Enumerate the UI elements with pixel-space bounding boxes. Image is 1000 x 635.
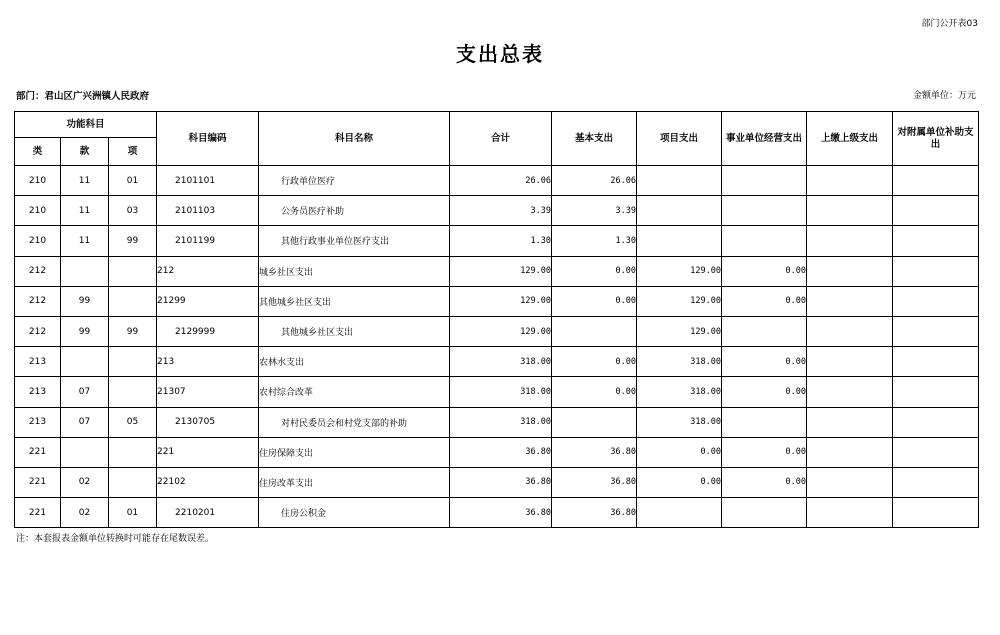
cell-xiang: 99 (109, 226, 157, 256)
cell-kuan: 99 (61, 286, 109, 316)
cell-xiang (109, 347, 157, 377)
cell-upper (807, 437, 893, 467)
cell-upper (807, 498, 893, 528)
amount-unit-label: 金额单位：万元 (912, 91, 976, 101)
department-label: 部门：君山区广兴洲镇人民政府 (16, 91, 150, 102)
cell-upper (807, 407, 893, 437)
cell-xiang: 99 (109, 316, 157, 346)
cell-kuan: 07 (61, 407, 109, 437)
cell-basic: 26.06 (552, 166, 637, 196)
cell-lei: 221 (15, 467, 61, 497)
cell-basic (552, 407, 637, 437)
cell-business: 0.00 (722, 347, 807, 377)
header-basic: 基本支出 (552, 112, 637, 166)
cell-name: 农村综合改革 (259, 377, 450, 407)
cell-subsidiary (893, 316, 979, 346)
cell-kuan: 11 (61, 226, 109, 256)
cell-business: 0.00 (722, 256, 807, 286)
cell-total: 3.39 (450, 196, 552, 226)
cell-upper (807, 467, 893, 497)
cell-xiang: 01 (109, 498, 157, 528)
cell-basic: 1.30 (552, 226, 637, 256)
header-name: 科目名称 (259, 112, 450, 166)
cell-business (722, 407, 807, 437)
cell-subsidiary (893, 286, 979, 316)
cell-lei: 212 (15, 286, 61, 316)
cell-project (637, 196, 722, 226)
cell-lei: 210 (15, 226, 61, 256)
cell-subsidiary (893, 498, 979, 528)
cell-xiang (109, 467, 157, 497)
cell-lei: 213 (15, 347, 61, 377)
cell-total: 318.00 (450, 347, 552, 377)
table-row (15, 407, 979, 437)
cell-subsidiary (893, 196, 979, 226)
table-body (15, 166, 979, 528)
table-row (15, 437, 979, 467)
table-row (15, 467, 979, 497)
cell-upper (807, 226, 893, 256)
cell-upper (807, 347, 893, 377)
cell-upper (807, 196, 893, 226)
header-xiang: 项 (109, 138, 157, 166)
header-business: 事业单位经营支出 (722, 112, 807, 166)
cell-project (637, 166, 722, 196)
cell-name: 住房保障支出 (259, 437, 450, 467)
cell-project: 318.00 (637, 347, 722, 377)
cell-total: 129.00 (450, 316, 552, 346)
cell-total: 26.06 (450, 166, 552, 196)
cell-code: 2130705 (157, 407, 259, 437)
cell-code: 2129999 (157, 316, 259, 346)
cell-upper (807, 286, 893, 316)
cell-kuan: 02 (61, 467, 109, 497)
cell-subsidiary (893, 377, 979, 407)
expenditure-table (14, 111, 979, 528)
cell-project: 0.00 (637, 467, 722, 497)
cell-upper (807, 166, 893, 196)
table-row (15, 377, 979, 407)
cell-basic: 36.80 (552, 467, 637, 497)
cell-kuan: 02 (61, 498, 109, 528)
header-upper: 上缴上级支出 (807, 112, 893, 166)
cell-subsidiary (893, 467, 979, 497)
page-title: 支出总表 (456, 42, 544, 66)
cell-business (722, 498, 807, 528)
header-code: 科目编码 (157, 112, 259, 166)
cell-business: 0.00 (722, 467, 807, 497)
table-row (15, 316, 979, 346)
cell-total: 129.00 (450, 256, 552, 286)
cell-basic: 36.80 (552, 437, 637, 467)
header-subsidiary: 对附属单位补助支出 (893, 112, 979, 166)
cell-xiang (109, 256, 157, 286)
cell-basic (552, 316, 637, 346)
cell-code: 2210201 (157, 498, 259, 528)
cell-project: 0.00 (637, 437, 722, 467)
cell-basic: 0.00 (552, 377, 637, 407)
cell-xiang: 01 (109, 166, 157, 196)
table-row (15, 256, 979, 286)
cell-subsidiary (893, 166, 979, 196)
cell-name: 住房改革支出 (259, 467, 450, 497)
cell-code: 2101103 (157, 196, 259, 226)
cell-kuan: 11 (61, 196, 109, 226)
cell-business (722, 226, 807, 256)
cell-code: 21307 (157, 377, 259, 407)
cell-project (637, 226, 722, 256)
footnote: 注：本套报表金额单位转换时可能存在尾数误差。 (16, 534, 215, 544)
cell-lei: 212 (15, 256, 61, 286)
cell-basic: 3.39 (552, 196, 637, 226)
cell-name: 其他行政事业单位医疗支出 (259, 226, 450, 256)
cell-lei: 221 (15, 498, 61, 528)
cell-lei: 221 (15, 437, 61, 467)
cell-lei: 213 (15, 377, 61, 407)
cell-subsidiary (893, 347, 979, 377)
cell-name: 其他城乡社区支出 (259, 286, 450, 316)
cell-business (722, 316, 807, 346)
cell-xiang (109, 286, 157, 316)
cell-name: 其他城乡社区支出 (259, 316, 450, 346)
cell-lei: 210 (15, 166, 61, 196)
form-number: 部门公开表03 (921, 19, 978, 29)
cell-code: 213 (157, 347, 259, 377)
table-row (15, 286, 979, 316)
cell-business: 0.00 (722, 286, 807, 316)
cell-code: 212 (157, 256, 259, 286)
cell-basic: 0.00 (552, 347, 637, 377)
cell-basic: 0.00 (552, 256, 637, 286)
cell-project: 129.00 (637, 316, 722, 346)
cell-xiang: 03 (109, 196, 157, 226)
table-row (15, 196, 979, 226)
cell-code: 2101101 (157, 166, 259, 196)
cell-kuan (61, 347, 109, 377)
cell-project: 129.00 (637, 286, 722, 316)
cell-kuan (61, 256, 109, 286)
cell-upper (807, 256, 893, 286)
header-kuan: 款 (61, 138, 109, 166)
cell-code: 21299 (157, 286, 259, 316)
cell-total: 318.00 (450, 407, 552, 437)
table-row (15, 166, 979, 196)
cell-project: 318.00 (637, 407, 722, 437)
header-func-subject: 功能科目 (15, 112, 157, 138)
cell-total: 36.80 (450, 437, 552, 467)
cell-xiang (109, 377, 157, 407)
cell-code: 221 (157, 437, 259, 467)
cell-project: 129.00 (637, 256, 722, 286)
table-row (15, 498, 979, 528)
cell-project (637, 498, 722, 528)
cell-lei: 210 (15, 196, 61, 226)
cell-name: 公务员医疗补助 (259, 196, 450, 226)
cell-business: 0.00 (722, 437, 807, 467)
cell-kuan: 07 (61, 377, 109, 407)
cell-total: 36.80 (450, 498, 552, 528)
cell-subsidiary (893, 226, 979, 256)
cell-lei: 213 (15, 407, 61, 437)
cell-kuan (61, 437, 109, 467)
cell-name: 对村民委员会和村党支部的补助 (259, 407, 450, 437)
cell-name: 农林水支出 (259, 347, 450, 377)
cell-subsidiary (893, 256, 979, 286)
cell-upper (807, 316, 893, 346)
cell-business: 0.00 (722, 377, 807, 407)
header-lei: 类 (15, 138, 61, 166)
cell-code: 22102 (157, 467, 259, 497)
cell-total: 129.00 (450, 286, 552, 316)
table-row (15, 347, 979, 377)
cell-code: 2101199 (157, 226, 259, 256)
header-total: 合计 (450, 112, 552, 166)
cell-xiang (109, 437, 157, 467)
cell-kuan: 11 (61, 166, 109, 196)
table-row (15, 226, 979, 256)
cell-business (722, 166, 807, 196)
cell-kuan: 99 (61, 316, 109, 346)
cell-upper (807, 377, 893, 407)
cell-project: 318.00 (637, 377, 722, 407)
cell-subsidiary (893, 407, 979, 437)
cell-name: 住房公积金 (259, 498, 450, 528)
header-project: 项目支出 (637, 112, 722, 166)
cell-name: 行政单位医疗 (259, 166, 450, 196)
cell-basic: 36.80 (552, 498, 637, 528)
cell-total: 1.30 (450, 226, 552, 256)
cell-subsidiary (893, 437, 979, 467)
cell-business (722, 196, 807, 226)
cell-basic: 0.00 (552, 286, 637, 316)
cell-total: 318.00 (450, 377, 552, 407)
cell-total: 36.80 (450, 467, 552, 497)
cell-lei: 212 (15, 316, 61, 346)
cell-name: 城乡社区支出 (259, 256, 450, 286)
cell-xiang: 05 (109, 407, 157, 437)
